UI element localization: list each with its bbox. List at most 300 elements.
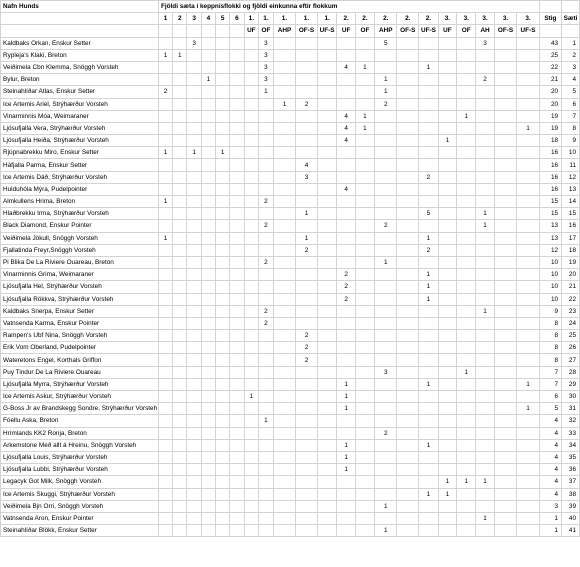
column-subheader: [158, 25, 172, 37]
placement-count: 2: [158, 86, 172, 98]
placement-count: [494, 354, 517, 366]
placement-count: [158, 427, 172, 439]
column-header: 4: [201, 13, 215, 25]
placement-count: [397, 317, 419, 329]
placement-count: [419, 464, 439, 476]
stig-value: 4: [539, 488, 561, 500]
placement-count: [419, 391, 439, 403]
placement-count: [419, 354, 439, 366]
placement-count: [457, 512, 476, 524]
placement-count: [438, 415, 456, 427]
placement-count: [173, 317, 187, 329]
placement-count: [201, 98, 215, 110]
placement-count: [517, 256, 540, 268]
placement-count: [216, 439, 230, 451]
table-row: [1, 135, 580, 147]
placement-count: [173, 366, 187, 378]
placement-count: [158, 451, 172, 463]
column-header: 1.: [296, 13, 318, 25]
placement-count: [419, 49, 439, 61]
placement-count: [337, 159, 355, 171]
empty-header-cell: [1, 25, 159, 37]
placement-count: [230, 330, 244, 342]
placement-count: [457, 269, 476, 281]
placement-count: 2: [296, 244, 318, 256]
placement-count: [476, 330, 494, 342]
placement-count: [476, 500, 494, 512]
placement-count: [317, 147, 337, 159]
placement-count: [517, 74, 540, 86]
column-subheader: [216, 25, 230, 37]
placement-count: 3: [259, 37, 274, 49]
placement-count: [259, 110, 274, 122]
placement-count: [438, 281, 456, 293]
placement-count: [244, 488, 259, 500]
placement-count: [317, 135, 337, 147]
placement-count: 1: [337, 451, 355, 463]
placement-count: [173, 159, 187, 171]
placement-count: [244, 305, 259, 317]
placement-count: [296, 415, 318, 427]
placement-count: [438, 354, 456, 366]
placement-count: 1: [259, 86, 274, 98]
table-row: [1, 415, 580, 427]
placement-count: [216, 366, 230, 378]
column-header: 3.: [438, 13, 456, 25]
placement-count: [419, 86, 439, 98]
placement-count: [230, 220, 244, 232]
placement-count: [187, 317, 201, 329]
placement-count: [173, 476, 187, 488]
placement-count: [317, 525, 337, 537]
placement-count: [317, 512, 337, 524]
placement-count: [273, 415, 295, 427]
placement-count: [494, 391, 517, 403]
placement-count: [273, 269, 295, 281]
placement-count: [438, 427, 456, 439]
placement-count: [187, 74, 201, 86]
placement-count: [158, 220, 172, 232]
placement-count: [187, 159, 201, 171]
placement-count: [158, 305, 172, 317]
placement-count: [375, 391, 397, 403]
table-row: [1, 476, 580, 488]
dog-name: Legacyk Got Milk, Snöggh Vorsteh: [1, 476, 159, 488]
placement-count: [317, 98, 337, 110]
table-row: [1, 281, 580, 293]
placement-count: 2: [296, 342, 318, 354]
table-row: [1, 171, 580, 183]
dog-name: Ljósufjalla Heiða, Strýhærður Vorsteh: [1, 135, 159, 147]
saeti-header: Sæti: [562, 13, 580, 25]
column-subheader: [187, 25, 201, 37]
saeti-value: 25: [562, 330, 580, 342]
placement-count: [375, 159, 397, 171]
placement-count: [216, 122, 230, 134]
placement-count: [187, 488, 201, 500]
placement-count: [230, 208, 244, 220]
placement-count: 5: [375, 37, 397, 49]
placement-count: 1: [419, 232, 439, 244]
placement-count: [173, 256, 187, 268]
placement-count: [244, 122, 259, 134]
placement-count: [317, 330, 337, 342]
placement-count: [317, 220, 337, 232]
placement-count: [317, 317, 337, 329]
placement-count: [216, 525, 230, 537]
placement-count: [337, 49, 355, 61]
placement-count: [438, 208, 456, 220]
placement-count: [187, 415, 201, 427]
placement-count: [173, 135, 187, 147]
placement-count: [230, 37, 244, 49]
placement-count: [187, 171, 201, 183]
placement-count: [273, 464, 295, 476]
placement-count: [476, 427, 494, 439]
placement-count: [244, 500, 259, 512]
placement-count: 3: [296, 171, 318, 183]
placement-count: [259, 488, 274, 500]
placement-count: [230, 512, 244, 524]
placement-count: [438, 293, 456, 305]
placement-count: [419, 159, 439, 171]
placement-count: [375, 354, 397, 366]
placement-count: [457, 451, 476, 463]
placement-count: [216, 183, 230, 195]
placement-count: 4: [337, 135, 355, 147]
saeti-value: 10: [562, 147, 580, 159]
placement-count: [187, 330, 201, 342]
placement-count: [273, 208, 295, 220]
placement-count: [476, 110, 494, 122]
placement-count: [517, 512, 540, 524]
column-subheader: OF-S: [397, 25, 419, 37]
stig-value: 43: [539, 37, 561, 49]
placement-count: 1: [375, 86, 397, 98]
saeti-value: 4: [562, 74, 580, 86]
placement-count: 1: [457, 476, 476, 488]
placement-count: [216, 330, 230, 342]
placement-count: [216, 74, 230, 86]
placement-count: 1: [476, 220, 494, 232]
placement-count: [216, 512, 230, 524]
placement-count: [457, 208, 476, 220]
placement-count: [438, 464, 456, 476]
placement-count: [230, 269, 244, 281]
placement-count: [216, 244, 230, 256]
placement-count: [494, 159, 517, 171]
placement-count: [476, 232, 494, 244]
saeti-value: 17: [562, 232, 580, 244]
saeti-value: 30: [562, 391, 580, 403]
placement-count: [419, 183, 439, 195]
placement-count: [296, 86, 318, 98]
placement-count: [419, 330, 439, 342]
placement-count: [317, 61, 337, 73]
saeti-value: 9: [562, 135, 580, 147]
saeti-value: 34: [562, 439, 580, 451]
placement-count: [173, 525, 187, 537]
placement-count: [216, 171, 230, 183]
stig-value: 7: [539, 366, 561, 378]
placement-count: 1: [375, 74, 397, 86]
dog-name: Ice Artemis Askur, Strýhærður Vorsteh: [1, 391, 159, 403]
table-row: [1, 488, 580, 500]
table-row: [1, 147, 580, 159]
placement-count: [317, 378, 337, 390]
placement-count: [397, 183, 419, 195]
placement-count: [476, 293, 494, 305]
table-row: [1, 61, 580, 73]
placement-count: [438, 147, 456, 159]
placement-count: 2: [259, 305, 274, 317]
placement-count: [517, 86, 540, 98]
placement-count: [273, 427, 295, 439]
placement-count: [201, 244, 215, 256]
placement-count: [187, 500, 201, 512]
placement-count: [273, 342, 295, 354]
table-row: [1, 391, 580, 403]
placement-count: [244, 135, 259, 147]
placement-count: [397, 98, 419, 110]
placement-count: 2: [296, 330, 318, 342]
placement-count: [201, 208, 215, 220]
stig-value: 20: [539, 98, 561, 110]
column-header: 2.: [355, 13, 374, 25]
placement-count: [173, 183, 187, 195]
table-row: [1, 427, 580, 439]
dog-name: Kaldbaks Snerpa, Enskur Setter: [1, 305, 159, 317]
placement-count: [337, 208, 355, 220]
placement-count: [216, 293, 230, 305]
placement-count: [230, 378, 244, 390]
placement-count: [273, 366, 295, 378]
header-row-3: [1, 25, 580, 37]
placement-count: [517, 110, 540, 122]
placement-count: 2: [337, 293, 355, 305]
stig-value: 4: [539, 439, 561, 451]
placement-count: [337, 342, 355, 354]
placement-count: [438, 171, 456, 183]
placement-count: [494, 232, 517, 244]
placement-count: [173, 122, 187, 134]
placement-count: 2: [259, 317, 274, 329]
placement-count: [375, 488, 397, 500]
placement-count: [244, 525, 259, 537]
dog-name: Arkemstone Með allt á Hreinu, Snöggh Vorsteh: [1, 439, 159, 451]
placement-count: [259, 232, 274, 244]
placement-count: [397, 232, 419, 244]
placement-count: [296, 488, 318, 500]
placement-count: [476, 49, 494, 61]
placement-count: [457, 500, 476, 512]
column-subheader: [230, 25, 244, 37]
placement-count: [230, 305, 244, 317]
placement-count: [273, 317, 295, 329]
placement-count: [201, 86, 215, 98]
placement-count: [375, 208, 397, 220]
placement-count: [397, 293, 419, 305]
stig-value: 1: [539, 512, 561, 524]
placement-count: [494, 269, 517, 281]
placement-count: [201, 512, 215, 524]
placement-count: [173, 354, 187, 366]
placement-count: [494, 110, 517, 122]
placement-count: 1: [419, 488, 439, 500]
placement-count: [173, 110, 187, 122]
placement-count: [355, 525, 374, 537]
placement-count: [419, 500, 439, 512]
placement-count: [494, 281, 517, 293]
dog-name: Ljósufjalla Lubbi, Strýhærður Vorsteh: [1, 464, 159, 476]
placement-count: [244, 110, 259, 122]
saeti-value: 38: [562, 488, 580, 500]
placement-count: [457, 488, 476, 500]
placement-count: [457, 342, 476, 354]
placement-count: 3: [259, 74, 274, 86]
placement-count: [158, 208, 172, 220]
placement-count: [457, 427, 476, 439]
placement-count: [187, 378, 201, 390]
placement-count: [216, 281, 230, 293]
stig-value: 21: [539, 74, 561, 86]
placement-count: [419, 525, 439, 537]
placement-count: [173, 220, 187, 232]
placement-count: [397, 122, 419, 134]
placement-count: [438, 305, 456, 317]
placement-count: [201, 464, 215, 476]
placement-count: [494, 342, 517, 354]
table-row: [1, 512, 580, 524]
dog-name: Rampen's Ubf Nina, Snöggh Vorsteh: [1, 330, 159, 342]
placement-count: [375, 378, 397, 390]
placement-count: 2: [259, 220, 274, 232]
placement-count: [230, 464, 244, 476]
saeti-value: 1: [562, 37, 580, 49]
placement-count: 2: [296, 98, 318, 110]
placement-count: [419, 317, 439, 329]
placement-count: [173, 512, 187, 524]
placement-count: [216, 110, 230, 122]
placement-count: [517, 171, 540, 183]
placement-count: [201, 61, 215, 73]
placement-count: [173, 98, 187, 110]
dog-name: Ice Artemis Skuggi, Strýhærður Vorsteh: [1, 488, 159, 500]
placement-count: [317, 464, 337, 476]
placement-count: [375, 512, 397, 524]
placement-count: [216, 269, 230, 281]
placement-count: [244, 281, 259, 293]
table-row: [1, 196, 580, 208]
stig-value: 3: [539, 500, 561, 512]
column-subheader: UF: [244, 25, 259, 37]
placement-count: [517, 451, 540, 463]
placement-count: [438, 317, 456, 329]
table-row: [1, 220, 580, 232]
placement-count: [201, 439, 215, 451]
placement-count: [419, 110, 439, 122]
placement-count: [419, 37, 439, 49]
table-row: [1, 183, 580, 195]
placement-count: [216, 208, 230, 220]
placement-count: [187, 220, 201, 232]
placement-count: [317, 342, 337, 354]
placement-count: [273, 391, 295, 403]
placement-count: [494, 135, 517, 147]
placement-count: [187, 232, 201, 244]
placement-count: [517, 342, 540, 354]
placement-count: [187, 342, 201, 354]
placement-count: [457, 232, 476, 244]
placement-count: [230, 86, 244, 98]
placement-count: [201, 269, 215, 281]
placement-count: [355, 378, 374, 390]
placement-count: [273, 196, 295, 208]
placement-count: [317, 476, 337, 488]
placement-count: [244, 451, 259, 463]
placement-count: [259, 427, 274, 439]
placement-count: [457, 354, 476, 366]
dog-name: Hulduhóla Mýra, Pudelpointer: [1, 183, 159, 195]
placement-count: [273, 354, 295, 366]
placement-count: [244, 317, 259, 329]
stig-value: 16: [539, 183, 561, 195]
placement-count: 3: [259, 61, 274, 73]
placement-count: [457, 86, 476, 98]
column-header: 2: [173, 13, 187, 25]
placement-count: [201, 488, 215, 500]
placement-count: [476, 464, 494, 476]
placement-count: [476, 256, 494, 268]
placement-count: [517, 159, 540, 171]
placement-count: [273, 281, 295, 293]
placement-count: [375, 110, 397, 122]
placement-count: [273, 37, 295, 49]
placement-count: [296, 512, 318, 524]
table-row: [1, 293, 580, 305]
dog-name: Puy Tindur De La Riviere Ouareau: [1, 366, 159, 378]
placement-count: [230, 415, 244, 427]
placement-count: [397, 256, 419, 268]
placement-count: [476, 403, 494, 415]
placement-count: [230, 232, 244, 244]
column-subheader: OF-S: [494, 25, 517, 37]
placement-count: 1: [438, 488, 456, 500]
placement-count: [158, 281, 172, 293]
placement-count: [244, 37, 259, 49]
placement-count: [187, 451, 201, 463]
placement-count: [419, 451, 439, 463]
placement-count: [187, 61, 201, 73]
placement-count: [355, 183, 374, 195]
column-subheader: UF-S: [317, 25, 337, 37]
empty-header-cell: [539, 25, 561, 37]
placement-count: [375, 451, 397, 463]
placement-count: [158, 135, 172, 147]
placement-count: [158, 391, 172, 403]
placement-count: [201, 354, 215, 366]
placement-count: 1: [158, 196, 172, 208]
column-subheader: UF-S: [517, 25, 540, 37]
placement-count: [244, 147, 259, 159]
placement-count: [273, 74, 295, 86]
placement-count: [355, 427, 374, 439]
placement-count: [244, 61, 259, 73]
placement-count: [201, 171, 215, 183]
placement-count: [244, 354, 259, 366]
placement-count: [296, 269, 318, 281]
placement-count: [476, 147, 494, 159]
